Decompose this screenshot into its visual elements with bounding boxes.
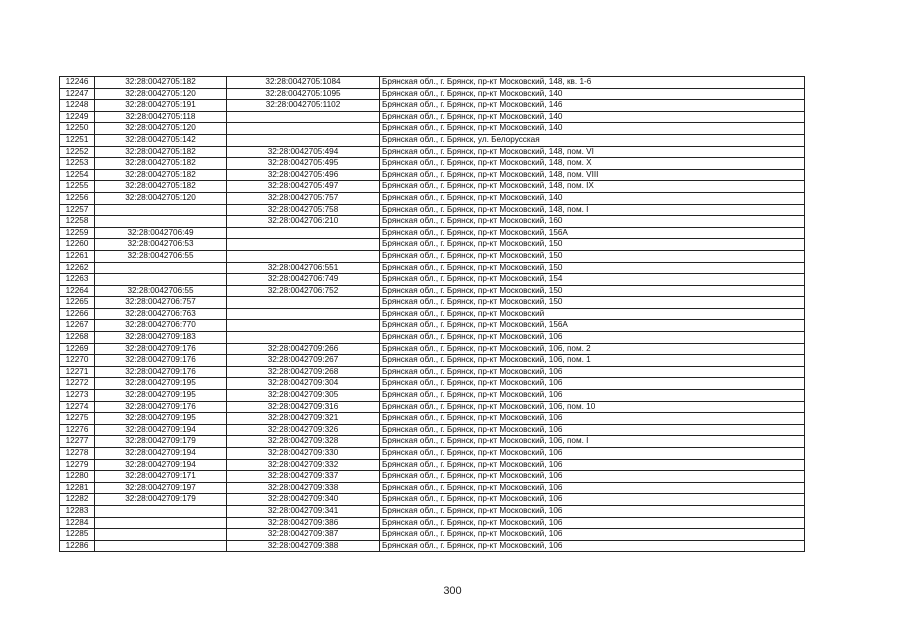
- address-cell: Брянская обл., г. Брянск, пр-кт Московский, 156А: [380, 227, 805, 239]
- land-cadastral-number-cell: 32:28:0042705:120: [95, 123, 227, 135]
- address-cell: Брянская обл., г. Брянск, пр-кт Московский, 106, пом. 10: [380, 401, 805, 413]
- object-cadastral-number-cell: 32:28:0042705:494: [227, 146, 380, 158]
- address-cell: Брянская обл., г. Брянск, пр-кт Московский, 106: [380, 413, 805, 425]
- row-number-cell: 12279: [60, 459, 95, 471]
- land-cadastral-number-cell: 32:28:0042706:55: [95, 250, 227, 262]
- table-body: [60, 77, 805, 552]
- address-cell: Брянская обл., г. Брянск, пр-кт Московский, 146: [380, 100, 805, 112]
- land-cadastral-number-cell: 32:28:0042706:770: [95, 320, 227, 332]
- address-cell: Брянская обл., г. Брянск, пр-кт Московский, 106: [380, 529, 805, 541]
- row-number-cell: 12275: [60, 413, 95, 425]
- address-cell: Брянская обл., г. Брянск, пр-кт Московский, 140: [380, 111, 805, 123]
- object-cadastral-number-cell: 32:28:0042706:749: [227, 274, 380, 286]
- table-row: [60, 482, 805, 494]
- land-cadastral-number-cell: 32:28:0042705:182: [95, 77, 227, 89]
- land-cadastral-number-cell: 32:28:0042709:176: [95, 401, 227, 413]
- object-cadastral-number-cell: 32:28:0042705:758: [227, 204, 380, 216]
- table-row: [60, 529, 805, 541]
- address-cell: Брянская обл., г. Брянск, пр-кт Московский, 148, кв. 1-6: [380, 77, 805, 89]
- object-cadastral-number-cell: 32:28:0042709:304: [227, 378, 380, 390]
- land-cadastral-number-cell: [95, 262, 227, 274]
- land-cadastral-number-cell: [95, 505, 227, 517]
- row-number-cell: 12280: [60, 471, 95, 483]
- object-cadastral-number-cell: 32:28:0042705:1084: [227, 77, 380, 89]
- land-cadastral-number-cell: 32:28:0042709:194: [95, 459, 227, 471]
- table-row: [60, 204, 805, 216]
- table-row: [60, 540, 805, 552]
- object-cadastral-number-cell: 32:28:0042709:305: [227, 390, 380, 402]
- land-cadastral-number-cell: 32:28:0042709:171: [95, 471, 227, 483]
- land-cadastral-number-cell: 32:28:0042709:176: [95, 366, 227, 378]
- address-cell: Брянская обл., г. Брянск, пр-кт Московский, 106: [380, 505, 805, 517]
- row-number-cell: 12268: [60, 332, 95, 344]
- row-number-cell: 12274: [60, 401, 95, 413]
- land-cadastral-number-cell: 32:28:0042709:179: [95, 436, 227, 448]
- object-cadastral-number-cell: 32:28:0042709:266: [227, 343, 380, 355]
- land-cadastral-number-cell: 32:28:0042709:179: [95, 494, 227, 506]
- address-cell: Брянская обл., г. Брянск, пр-кт Московский, 106: [380, 378, 805, 390]
- object-cadastral-number-cell: 32:28:0042709:268: [227, 366, 380, 378]
- object-cadastral-number-cell: 32:28:0042709:321: [227, 413, 380, 425]
- object-cadastral-number-cell: 32:28:0042705:1095: [227, 88, 380, 100]
- row-number-cell: 12246: [60, 77, 95, 89]
- row-number-cell: 12281: [60, 482, 95, 494]
- table-row: [60, 88, 805, 100]
- object-cadastral-number-cell: 32:28:0042706:551: [227, 262, 380, 274]
- object-cadastral-number-cell: 32:28:0042709:340: [227, 494, 380, 506]
- table-row: [60, 424, 805, 436]
- object-cadastral-number-cell: [227, 332, 380, 344]
- row-number-cell: 12277: [60, 436, 95, 448]
- table-row: [60, 320, 805, 332]
- table-row: [60, 332, 805, 344]
- object-cadastral-number-cell: 32:28:0042709:388: [227, 540, 380, 552]
- object-cadastral-number-cell: [227, 239, 380, 251]
- object-cadastral-number-cell: [227, 111, 380, 123]
- row-number-cell: 12251: [60, 134, 95, 146]
- row-number-cell: 12285: [60, 529, 95, 541]
- row-number-cell: 12264: [60, 285, 95, 297]
- address-cell: Брянская обл., г. Брянск, пр-кт Московский, 140: [380, 88, 805, 100]
- row-number-cell: 12249: [60, 111, 95, 123]
- table-row: [60, 134, 805, 146]
- address-cell: Брянская обл., г. Брянск, пр-кт Московский, 150: [380, 285, 805, 297]
- land-cadastral-number-cell: 32:28:0042709:195: [95, 413, 227, 425]
- row-number-cell: 12254: [60, 169, 95, 181]
- row-number-cell: 12259: [60, 227, 95, 239]
- table-row: [60, 100, 805, 112]
- object-cadastral-number-cell: 32:28:0042706:210: [227, 216, 380, 228]
- row-number-cell: 12270: [60, 355, 95, 367]
- row-number-cell: 12276: [60, 424, 95, 436]
- row-number-cell: 12286: [60, 540, 95, 552]
- address-cell: Брянская обл., г. Брянск, пр-кт Московский, 106: [380, 471, 805, 483]
- object-cadastral-number-cell: 32:28:0042705:495: [227, 158, 380, 170]
- address-cell: Брянская обл., г. Брянск, ул. Белорусская: [380, 134, 805, 146]
- land-cadastral-number-cell: [95, 204, 227, 216]
- address-cell: Брянская обл., г. Брянск, пр-кт Московский, 140: [380, 123, 805, 135]
- object-cadastral-number-cell: [227, 320, 380, 332]
- land-cadastral-number-cell: 32:28:0042706:49: [95, 227, 227, 239]
- object-cadastral-number-cell: 32:28:0042709:386: [227, 517, 380, 529]
- row-number-cell: 12257: [60, 204, 95, 216]
- address-cell: Брянская обл., г. Брянск, пр-кт Московский, 150: [380, 297, 805, 309]
- land-cadastral-number-cell: 32:28:0042705:182: [95, 146, 227, 158]
- object-cadastral-number-cell: 32:28:0042705:757: [227, 192, 380, 204]
- address-cell: Брянская обл., г. Брянск, пр-кт Московский, 150: [380, 262, 805, 274]
- row-number-cell: 12269: [60, 343, 95, 355]
- table-row: [60, 459, 805, 471]
- object-cadastral-number-cell: 32:28:0042709:338: [227, 482, 380, 494]
- table-row: [60, 308, 805, 320]
- object-cadastral-number-cell: 32:28:0042706:752: [227, 285, 380, 297]
- address-cell: Брянская обл., г. Брянск, пр-кт Московский, 106, пом. I: [380, 436, 805, 448]
- row-number-cell: 12253: [60, 158, 95, 170]
- address-cell: Брянская обл., г. Брянск, пр-кт Московский, 106: [380, 482, 805, 494]
- row-number-cell: 12255: [60, 181, 95, 193]
- address-cell: Брянская обл., г. Брянск, пр-кт Московский, 106: [380, 494, 805, 506]
- land-cadastral-number-cell: 32:28:0042709:195: [95, 390, 227, 402]
- table-row: [60, 146, 805, 158]
- address-cell: Брянская обл., г. Брянск, пр-кт Московский, 106: [380, 448, 805, 460]
- address-cell: Брянская обл., г. Брянск, пр-кт Московский, 106: [380, 540, 805, 552]
- land-cadastral-number-cell: 32:28:0042705:182: [95, 158, 227, 170]
- land-cadastral-number-cell: 32:28:0042705:182: [95, 169, 227, 181]
- address-cell: Брянская обл., г. Брянск, пр-кт Московский, 160: [380, 216, 805, 228]
- land-cadastral-number-cell: 32:28:0042705:142: [95, 134, 227, 146]
- land-cadastral-number-cell: 32:28:0042709:176: [95, 355, 227, 367]
- address-cell: Брянская обл., г. Брянск, пр-кт Московский, 106, пом. 2: [380, 343, 805, 355]
- address-cell: Брянская обл., г. Брянск, пр-кт Московский, 154: [380, 274, 805, 286]
- table-row: [60, 378, 805, 390]
- land-cadastral-number-cell: [95, 216, 227, 228]
- object-cadastral-number-cell: 32:28:0042705:1102: [227, 100, 380, 112]
- row-number-cell: 12284: [60, 517, 95, 529]
- table-row: [60, 401, 805, 413]
- table-row: [60, 169, 805, 181]
- address-cell: Брянская обл., г. Брянск, пр-кт Московский, 148, пом. I: [380, 204, 805, 216]
- table-row: [60, 111, 805, 123]
- table-row: [60, 216, 805, 228]
- table-row: [60, 123, 805, 135]
- address-cell: Брянская обл., г. Брянск, пр-кт Московский, 148, пом. VIII: [380, 169, 805, 181]
- row-number-cell: 12263: [60, 274, 95, 286]
- table-row: [60, 158, 805, 170]
- row-number-cell: 12283: [60, 505, 95, 517]
- address-cell: Брянская обл., г. Брянск, пр-кт Московский, 148, пом. IX: [380, 181, 805, 193]
- row-number-cell: 12252: [60, 146, 95, 158]
- address-cell: Брянская обл., г. Брянск, пр-кт Московский, 106: [380, 390, 805, 402]
- table-row: [60, 471, 805, 483]
- table-row: [60, 262, 805, 274]
- row-number-cell: 12258: [60, 216, 95, 228]
- table-row: [60, 227, 805, 239]
- land-cadastral-number-cell: 32:28:0042706:53: [95, 239, 227, 251]
- address-cell: Брянская обл., г. Брянск, пр-кт Московский, 148, пом. VI: [380, 146, 805, 158]
- land-cadastral-number-cell: 32:28:0042705:118: [95, 111, 227, 123]
- table-row: [60, 343, 805, 355]
- table-row: [60, 77, 805, 89]
- land-cadastral-number-cell: 32:28:0042709:183: [95, 332, 227, 344]
- row-number-cell: 12273: [60, 390, 95, 402]
- table-row: [60, 274, 805, 286]
- row-number-cell: 12282: [60, 494, 95, 506]
- address-cell: Брянская обл., г. Брянск, пр-кт Московский, 106, пом. 1: [380, 355, 805, 367]
- address-cell: Брянская обл., г. Брянск, пр-кт Московский, 106: [380, 459, 805, 471]
- land-cadastral-number-cell: 32:28:0042706:763: [95, 308, 227, 320]
- table-row: [60, 366, 805, 378]
- row-number-cell: 12262: [60, 262, 95, 274]
- object-cadastral-number-cell: 32:28:0042705:497: [227, 181, 380, 193]
- table-row: [60, 192, 805, 204]
- object-cadastral-number-cell: 32:28:0042709:330: [227, 448, 380, 460]
- land-cadastral-number-cell: 32:28:0042709:194: [95, 448, 227, 460]
- cadastral-table: [59, 76, 805, 552]
- row-number-cell: 12267: [60, 320, 95, 332]
- object-cadastral-number-cell: 32:28:0042709:326: [227, 424, 380, 436]
- object-cadastral-number-cell: 32:28:0042709:387: [227, 529, 380, 541]
- land-cadastral-number-cell: 32:28:0042709:197: [95, 482, 227, 494]
- row-number-cell: 12265: [60, 297, 95, 309]
- land-cadastral-number-cell: [95, 517, 227, 529]
- land-cadastral-number-cell: 32:28:0042709:176: [95, 343, 227, 355]
- row-number-cell: 12271: [60, 366, 95, 378]
- table-row: [60, 448, 805, 460]
- row-number-cell: 12256: [60, 192, 95, 204]
- object-cadastral-number-cell: 32:28:0042709:328: [227, 436, 380, 448]
- land-cadastral-number-cell: 32:28:0042706:757: [95, 297, 227, 309]
- land-cadastral-number-cell: 32:28:0042706:55: [95, 285, 227, 297]
- table-row: [60, 181, 805, 193]
- object-cadastral-number-cell: [227, 297, 380, 309]
- row-number-cell: 12250: [60, 123, 95, 135]
- address-cell: Брянская обл., г. Брянск, пр-кт Московский, 106: [380, 332, 805, 344]
- row-number-cell: 12248: [60, 100, 95, 112]
- object-cadastral-number-cell: [227, 134, 380, 146]
- object-cadastral-number-cell: 32:28:0042709:316: [227, 401, 380, 413]
- address-cell: Брянская обл., г. Брянск, пр-кт Московский, 140: [380, 192, 805, 204]
- row-number-cell: 12278: [60, 448, 95, 460]
- object-cadastral-number-cell: [227, 250, 380, 262]
- land-cadastral-number-cell: [95, 540, 227, 552]
- table-row: [60, 239, 805, 251]
- object-cadastral-number-cell: [227, 227, 380, 239]
- table-row: [60, 390, 805, 402]
- object-cadastral-number-cell: 32:28:0042709:267: [227, 355, 380, 367]
- row-number-cell: 12266: [60, 308, 95, 320]
- object-cadastral-number-cell: 32:28:0042709:332: [227, 459, 380, 471]
- row-number-cell: 12247: [60, 88, 95, 100]
- address-cell: Брянская обл., г. Брянск, пр-кт Московский, 150: [380, 250, 805, 262]
- table-row: [60, 494, 805, 506]
- table-row: [60, 505, 805, 517]
- table-row: [60, 285, 805, 297]
- land-cadastral-number-cell: 32:28:0042709:195: [95, 378, 227, 390]
- address-cell: Брянская обл., г. Брянск, пр-кт Московский, 106: [380, 366, 805, 378]
- land-cadastral-number-cell: 32:28:0042709:194: [95, 424, 227, 436]
- object-cadastral-number-cell: [227, 123, 380, 135]
- address-cell: Брянская обл., г. Брянск, пр-кт Московский: [380, 308, 805, 320]
- land-cadastral-number-cell: 32:28:0042705:191: [95, 100, 227, 112]
- object-cadastral-number-cell: 32:28:0042705:496: [227, 169, 380, 181]
- address-cell: Брянская обл., г. Брянск, пр-кт Московский, 106: [380, 517, 805, 529]
- row-number-cell: 12272: [60, 378, 95, 390]
- page-number: 300: [443, 585, 462, 597]
- table-row: [60, 413, 805, 425]
- object-cadastral-number-cell: 32:28:0042709:337: [227, 471, 380, 483]
- table-row: [60, 436, 805, 448]
- object-cadastral-number-cell: 32:28:0042709:341: [227, 505, 380, 517]
- land-cadastral-number-cell: 32:28:0042705:120: [95, 192, 227, 204]
- row-number-cell: 12261: [60, 250, 95, 262]
- object-cadastral-number-cell: [227, 308, 380, 320]
- address-cell: Брянская обл., г. Брянск, пр-кт Московский, 150: [380, 239, 805, 251]
- row-number-cell: 12260: [60, 239, 95, 251]
- address-cell: Брянская обл., г. Брянск, пр-кт Московский, 106: [380, 424, 805, 436]
- table-row: [60, 517, 805, 529]
- address-cell: Брянская обл., г. Брянск, пр-кт Московский, 148, пом. X: [380, 158, 805, 170]
- table-row: [60, 297, 805, 309]
- table-row: [60, 250, 805, 262]
- land-cadastral-number-cell: [95, 274, 227, 286]
- table-row: [60, 355, 805, 367]
- land-cadastral-number-cell: 32:28:0042705:182: [95, 181, 227, 193]
- address-cell: Брянская обл., г. Брянск, пр-кт Московский, 156А: [380, 320, 805, 332]
- land-cadastral-number-cell: [95, 529, 227, 541]
- land-cadastral-number-cell: 32:28:0042705:120: [95, 88, 227, 100]
